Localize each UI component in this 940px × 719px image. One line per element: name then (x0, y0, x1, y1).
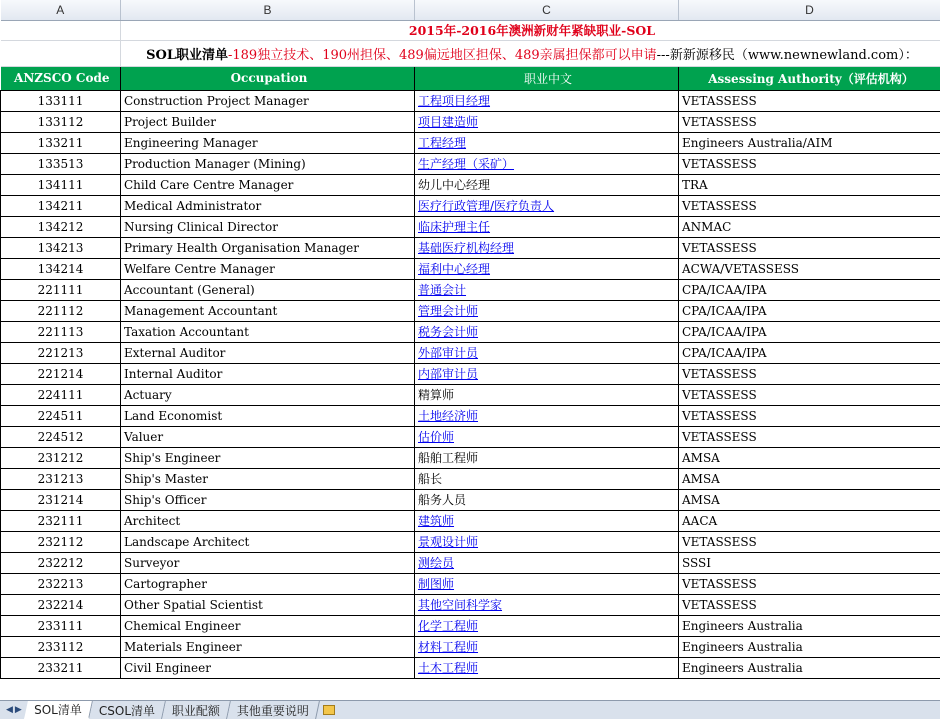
occupation-cell[interactable]: Nursing Clinical Director (121, 216, 415, 237)
code-cell[interactable]: 224511 (1, 405, 121, 426)
table-row (1, 321, 940, 342)
occupation-cell[interactable]: Primary Health Organisation Manager (121, 237, 415, 258)
chinese-link[interactable]: 测绘员 (415, 552, 679, 573)
chinese-cell[interactable]: 船舶工程师 (415, 447, 679, 468)
table-row (1, 195, 940, 216)
authority-cell[interactable]: Engineers Australia (679, 657, 940, 678)
code-cell[interactable]: 232214 (1, 594, 121, 615)
occupation-cell[interactable]: Internal Auditor (121, 363, 415, 384)
code-cell[interactable]: 133211 (1, 132, 121, 153)
column-header-row (1, 0, 940, 20)
table-row (1, 237, 940, 258)
next-sheet-icon[interactable]: ▶ (15, 705, 22, 715)
occupation-cell[interactable]: Construction Project Manager (121, 90, 415, 111)
table-row (1, 300, 940, 321)
occupation-cell[interactable]: Welfare Centre Manager (121, 258, 415, 279)
authority-cell[interactable]: VETASSESS (679, 384, 940, 405)
table-row (1, 216, 940, 237)
chinese-link[interactable]: 管理会计师 (415, 300, 679, 321)
authority-cell[interactable]: TRA (679, 174, 940, 195)
table-row (1, 531, 940, 552)
chinese-link[interactable]: 税务会计师 (415, 321, 679, 342)
occupation-cell[interactable]: Project Builder (121, 111, 415, 132)
occupation-cell[interactable]: Surveyor (121, 552, 415, 573)
header-code[interactable]: ANZSCO Code (1, 66, 121, 90)
occupation-cell[interactable]: Ship's Officer (121, 489, 415, 510)
occupation-cell[interactable]: Management Accountant (121, 300, 415, 321)
chinese-link[interactable]: 项目建造师 (415, 111, 679, 132)
occupation-cell[interactable]: Cartographer (121, 573, 415, 594)
occupation-cell[interactable]: Actuary (121, 384, 415, 405)
code-cell[interactable]: 221214 (1, 363, 121, 384)
occupation-cell[interactable]: Ship's Master (121, 468, 415, 489)
occupation-cell[interactable]: Civil Engineer (121, 657, 415, 678)
occupation-cell[interactable]: Other Spatial Scientist (121, 594, 415, 615)
code-cell[interactable]: 233211 (1, 657, 121, 678)
code-cell[interactable]: 221213 (1, 342, 121, 363)
chinese-link[interactable]: 基础医疗机构经理 (415, 237, 679, 258)
chinese-link[interactable]: 景观设计师 (415, 531, 679, 552)
tab-quota-label: 职业配额 (172, 702, 220, 719)
tab-sol[interactable] (24, 701, 93, 719)
code-cell[interactable]: 133111 (1, 90, 121, 111)
occupation-cell[interactable]: Medical Administrator (121, 195, 415, 216)
code-cell[interactable]: 134212 (1, 216, 121, 237)
tab-csol[interactable] (89, 701, 166, 719)
sheet-tab-bar (0, 700, 940, 719)
insert-sheet-icon[interactable] (318, 701, 340, 719)
table-row (1, 279, 940, 300)
table-row (1, 636, 940, 657)
chinese-link[interactable]: 其他空间科学家 (415, 594, 679, 615)
chinese-cell[interactable]: 船务人员 (415, 489, 679, 510)
table-row (1, 510, 940, 531)
code-cell[interactable]: 221111 (1, 279, 121, 300)
sheet-subtitle[interactable] (121, 40, 940, 66)
code-cell[interactable]: 233111 (1, 615, 121, 636)
table-row (1, 594, 940, 615)
code-cell[interactable]: 232111 (1, 510, 121, 531)
chinese-link[interactable]: 土地经济师 (415, 405, 679, 426)
code-cell[interactable]: 232213 (1, 573, 121, 594)
table-row (1, 657, 940, 678)
chinese-link[interactable]: 工程经理 (415, 132, 679, 153)
chinese-link[interactable]: 材料工程师 (415, 636, 679, 657)
authority-cell[interactable]: CPA/ICAA/IPA (679, 321, 940, 342)
first-sheet-icon[interactable]: ◀ (6, 705, 13, 715)
chinese-link[interactable]: 估价师 (415, 426, 679, 447)
code-cell[interactable]: 134213 (1, 237, 121, 258)
authority-cell[interactable]: Engineers Australia (679, 615, 940, 636)
chinese-link[interactable]: 制图师 (415, 573, 679, 594)
occupation-cell[interactable]: Engineering Manager (121, 132, 415, 153)
chinese-link[interactable]: 工程项目经理 (415, 90, 679, 111)
chinese-link[interactable]: 内部审计员 (415, 363, 679, 384)
header-authority[interactable]: Assessing Authority（评估机构） (679, 66, 940, 90)
table-row (1, 132, 940, 153)
table-row (1, 90, 940, 111)
header-chinese[interactable]: 职业中文 (415, 66, 679, 90)
authority-cell[interactable]: VETASSESS (679, 195, 940, 216)
tab-nav-buttons (0, 701, 26, 719)
code-cell[interactable]: 224111 (1, 384, 121, 405)
authority-cell[interactable]: AACA (679, 510, 940, 531)
column-header-b[interactable]: B (121, 0, 415, 20)
authority-cell[interactable]: CPA/ICAA/IPA (679, 279, 940, 300)
table-row (1, 615, 940, 636)
tab-notes[interactable] (227, 701, 320, 719)
chinese-cell[interactable]: 精算师 (415, 384, 679, 405)
authority-cell[interactable]: AMSA (679, 447, 940, 468)
header-occupation[interactable]: Occupation (121, 66, 415, 90)
authority-cell[interactable]: VETASSESS (679, 405, 940, 426)
code-cell[interactable]: 134214 (1, 258, 121, 279)
table-row (1, 153, 940, 174)
occupation-cell[interactable]: Architect (121, 510, 415, 531)
chinese-link[interactable]: 化学工程师 (415, 615, 679, 636)
column-header-c[interactable]: C (415, 0, 679, 20)
occupation-cell[interactable]: Ship's Engineer (121, 447, 415, 468)
chinese-cell[interactable]: 幼儿中心经理 (415, 174, 679, 195)
subtitle-rest: ---新新源移民（www.newnewland.com）： (657, 48, 918, 63)
authority-cell[interactable]: VETASSESS (679, 237, 940, 258)
tab-quota[interactable] (162, 701, 231, 719)
chinese-link[interactable]: 外部审计员 (415, 342, 679, 363)
code-cell[interactable]: 134111 (1, 174, 121, 195)
table-row (1, 258, 940, 279)
authority-cell[interactable]: AMSA (679, 468, 940, 489)
occupation-cell[interactable]: Taxation Accountant (121, 321, 415, 342)
column-header-a[interactable]: A (1, 0, 121, 20)
table-row (1, 468, 940, 489)
subtitle-row (1, 40, 940, 66)
authority-cell[interactable]: VETASSESS (679, 153, 940, 174)
table-row (1, 489, 940, 510)
title-row (1, 20, 940, 40)
authority-cell[interactable]: VETASSESS (679, 426, 940, 447)
code-cell[interactable]: 221112 (1, 300, 121, 321)
occupation-cell[interactable]: Valuer (121, 426, 415, 447)
occupation-cell[interactable]: External Auditor (121, 342, 415, 363)
occupation-cell[interactable]: Accountant (General) (121, 279, 415, 300)
code-cell[interactable]: 224512 (1, 426, 121, 447)
table-row (1, 426, 940, 447)
title-cell-empty[interactable] (1, 20, 121, 40)
table-header-row (1, 66, 940, 90)
table-row (1, 174, 940, 195)
authority-cell[interactable]: VETASSESS (679, 531, 940, 552)
code-cell[interactable]: 133112 (1, 111, 121, 132)
code-cell[interactable]: 231214 (1, 489, 121, 510)
table-row (1, 111, 940, 132)
code-cell[interactable]: 231213 (1, 468, 121, 489)
table-row (1, 573, 940, 594)
chinese-link[interactable]: 医疗行政管理/医疗负责人 (415, 195, 679, 216)
chinese-cell[interactable]: 船长 (415, 468, 679, 489)
occupation-cell[interactable]: Materials Engineer (121, 636, 415, 657)
code-cell[interactable]: 232212 (1, 552, 121, 573)
authority-cell[interactable]: VETASSESS (679, 573, 940, 594)
authority-cell[interactable]: ANMAC (679, 216, 940, 237)
authority-cell[interactable]: VETASSESS (679, 594, 940, 615)
chinese-link[interactable]: 土木工程师 (415, 657, 679, 678)
authority-cell[interactable]: SSSI (679, 552, 940, 573)
table-row (1, 363, 940, 384)
authority-cell[interactable]: Engineers Australia/AIM (679, 132, 940, 153)
authority-cell[interactable]: VETASSESS (679, 111, 940, 132)
chinese-link[interactable]: 普通会计 (415, 279, 679, 300)
chinese-link[interactable]: 福利中心经理 (415, 258, 679, 279)
chinese-link[interactable]: 生产经理（采矿） (415, 153, 679, 174)
code-cell[interactable]: 133513 (1, 153, 121, 174)
code-cell[interactable]: 134211 (1, 195, 121, 216)
authority-cell[interactable]: CPA/ICAA/IPA (679, 300, 940, 321)
subtitle-red: -189独立技术、190州担保、489偏远地区担保、489亲属担保都可以申请 (228, 48, 657, 63)
chinese-link[interactable]: 临床护理主任 (415, 216, 679, 237)
authority-cell[interactable]: CPA/ICAA/IPA (679, 342, 940, 363)
table-row (1, 342, 940, 363)
table-row (1, 552, 940, 573)
tab-csol-label: CSOL清单 (99, 702, 155, 719)
occupation-cell[interactable]: Production Manager (Mining) (121, 153, 415, 174)
subtitle-bold: SOL职业清单 (146, 48, 228, 63)
authority-cell[interactable]: VETASSESS (679, 90, 940, 111)
occupation-cell[interactable]: Landscape Architect (121, 531, 415, 552)
chinese-link[interactable]: 建筑师 (415, 510, 679, 531)
column-header-d[interactable]: D (679, 0, 940, 20)
table-row (1, 384, 940, 405)
code-cell[interactable]: 232112 (1, 531, 121, 552)
table-row (1, 447, 940, 468)
authority-cell[interactable]: VETASSESS (679, 363, 940, 384)
table-row (1, 405, 940, 426)
occupation-cell[interactable]: Land Economist (121, 405, 415, 426)
code-cell[interactable]: 231212 (1, 447, 121, 468)
authority-cell[interactable]: Engineers Australia (679, 636, 940, 657)
subtitle-cell-empty[interactable] (1, 40, 121, 66)
tab-sol-label: SOL清单 (34, 701, 82, 718)
code-cell[interactable]: 221113 (1, 321, 121, 342)
sheet-title[interactable]: 2015年-2016年澳洲新财年紧缺职业-SOL (121, 20, 940, 40)
authority-cell[interactable]: AMSA (679, 489, 940, 510)
occupation-cell[interactable]: Chemical Engineer (121, 615, 415, 636)
code-cell[interactable]: 233112 (1, 636, 121, 657)
authority-cell[interactable]: ACWA/VETASSESS (679, 258, 940, 279)
tab-notes-label: 其他重要说明 (237, 702, 309, 719)
occupation-cell[interactable]: Child Care Centre Manager (121, 174, 415, 195)
